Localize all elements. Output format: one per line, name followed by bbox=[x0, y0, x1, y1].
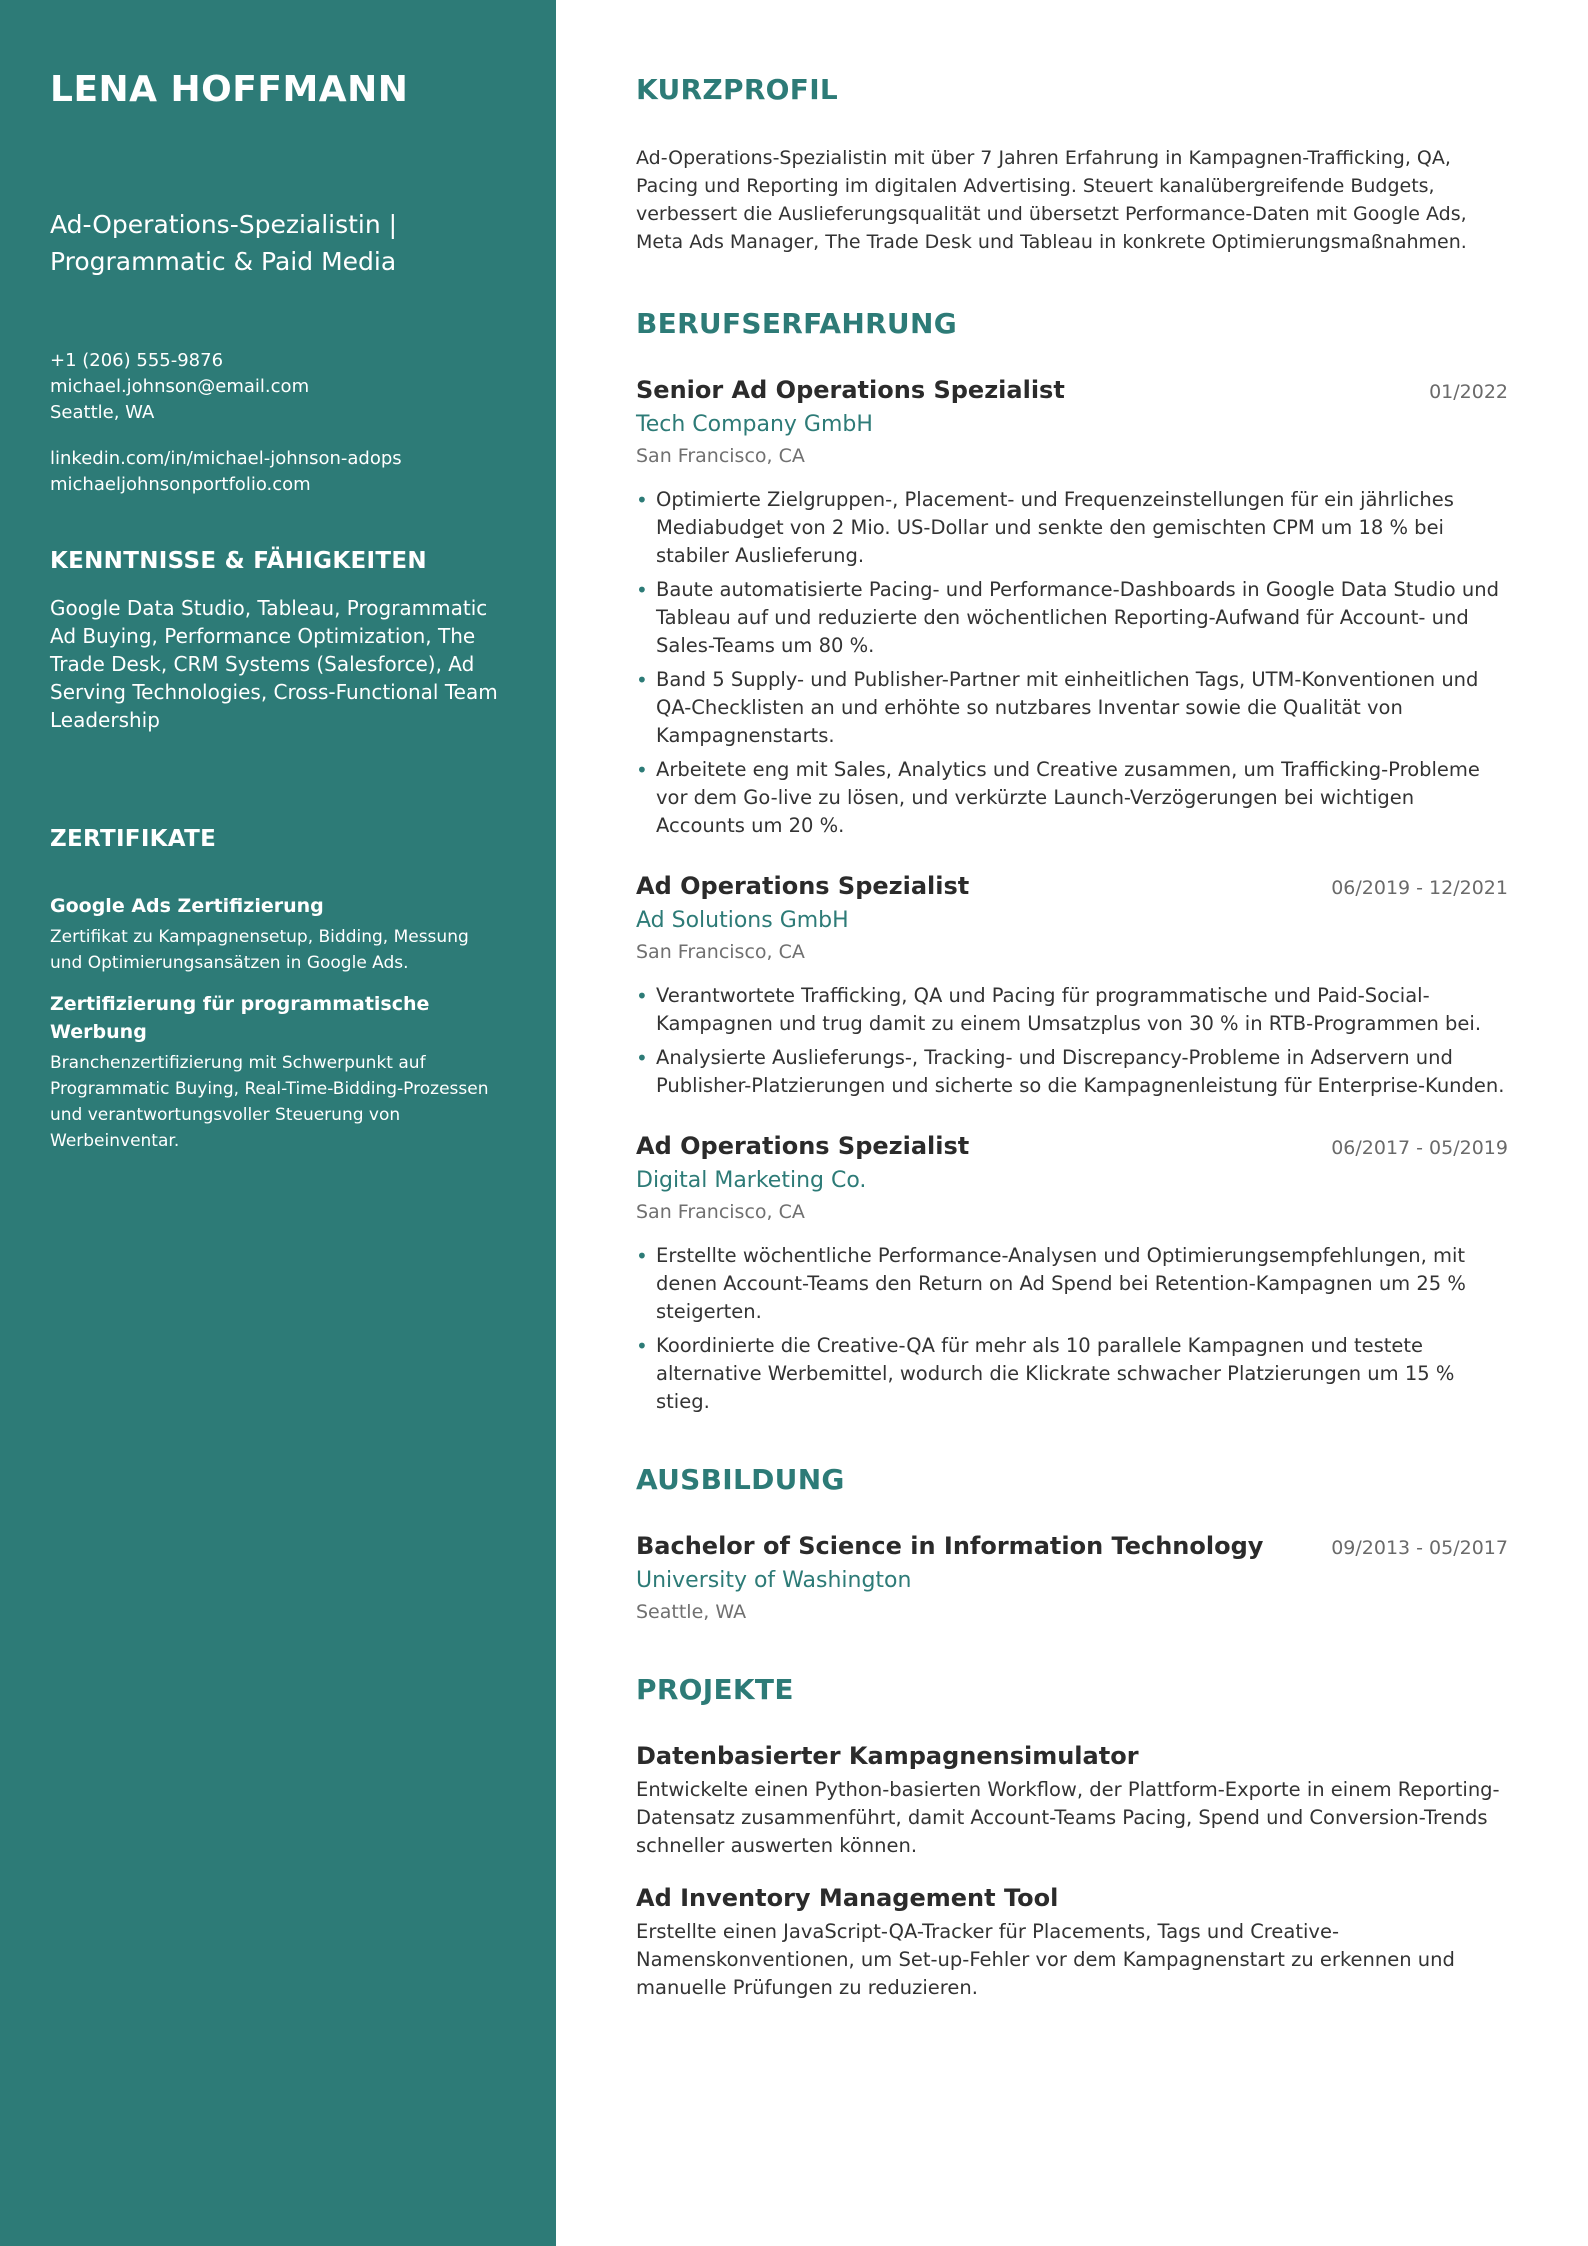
bullet-text: Optimierte Zielgruppen-, Placement- und Frequenzeinstellungen für ein jährliches Mediabudget von 2 Mio. US-Dollar und senkte den gemischten CPM um 18 % bei stabiler Auslieferung. bbox=[656, 488, 1454, 567]
headline: Ad-Operations-Spezialistin | Programmatic & Paid Media bbox=[50, 209, 398, 276]
bullet-dot-icon: • bbox=[636, 668, 648, 692]
job-entry bbox=[636, 374, 1508, 840]
job-location: San Francisco, CA bbox=[636, 941, 805, 963]
bullet-item bbox=[636, 982, 1508, 1038]
bullet-text: Erstellte wöchentliche Performance-Analysen und Optimierungsempfehlungen, mit denen Account-Teams den Return on Ad Spend bei Retention-Kampagnen um 25 % steigerten. bbox=[656, 1244, 1466, 1323]
job-company: Digital Marketing Co. bbox=[636, 1168, 867, 1193]
certificate-name: Zertifizierung für programmatische Werbung bbox=[50, 992, 430, 1043]
projects-heading: PROJEKTE bbox=[636, 1673, 794, 1706]
bullet-item bbox=[636, 1044, 1508, 1100]
portfolio-link[interactable]: michaeljohnsonportfolio.com bbox=[50, 473, 311, 495]
job-entry bbox=[636, 1130, 1508, 1416]
school-location: Seattle, WA bbox=[636, 1601, 747, 1623]
certificate-description: Branchenzertifizierung mit Schwerpunkt auf Programmatic Buying, Real-Time-Bidding-Prozessen und verantwortungsvoller Steuerung von Werbeinventar. bbox=[50, 1052, 489, 1151]
main-content bbox=[636, 0, 1508, 2002]
job-title: Ad Operations Spezialist bbox=[636, 1132, 970, 1160]
project-description: Erstellte einen JavaScript-QA-Tracker für Placements, Tags und Creative-Namenskonventionen, um Set-up-Fehler vor dem Kampagnenstart zu erkennen und manuelle Prüfungen zu reduzieren. bbox=[636, 1920, 1455, 1999]
skills-heading: KENNTNISSE & FÄHIGKEITEN bbox=[50, 547, 427, 574]
experience-heading: BERUFSERFAHRUNG bbox=[636, 307, 957, 340]
certificate-item bbox=[50, 990, 506, 1154]
job-company: Ad Solutions GmbH bbox=[636, 908, 849, 933]
bullet-dot-icon: • bbox=[636, 1046, 648, 1070]
job-date: 01/2022 bbox=[1429, 381, 1508, 403]
education-heading: AUSBILDUNG bbox=[636, 1463, 845, 1496]
bullet-dot-icon: • bbox=[636, 984, 648, 1008]
location: Seattle, WA bbox=[50, 401, 155, 423]
email: michael.johnson@email.com bbox=[50, 375, 310, 397]
job-title: Ad Operations Spezialist bbox=[636, 872, 970, 900]
summary-text: Ad-Operations-Spezialistin mit über 7 Jahren Erfahrung in Kampagnen-Trafficking, QA, Pacing und Reporting im digitalen Advertising. Steuert kanalübergreifende Budgets, verbessert die Auslieferungsqualität und übersetzt Performance-Daten mit Google Ads, Meta Ads Manager, The Trade Desk und Tableau in konkrete Optimierungsmaßnahmen. bbox=[636, 147, 1467, 253]
job-company: Tech Company GmbH bbox=[636, 412, 873, 437]
bullet-item bbox=[636, 576, 1508, 660]
bullet-dot-icon: • bbox=[636, 1334, 648, 1358]
bullet-item bbox=[636, 1332, 1508, 1416]
job-location: San Francisco, CA bbox=[636, 1201, 805, 1223]
contact-block bbox=[50, 348, 506, 426]
project-title: Ad Inventory Management Tool bbox=[636, 1884, 1059, 1912]
certificate-name: Google Ads Zertifizierung bbox=[50, 894, 324, 917]
certificate-description: Zertifikat zu Kampagnensetup, Bidding, Messung und Optimierungsansätzen in Google Ads. bbox=[50, 926, 469, 973]
certificate-item bbox=[50, 892, 506, 976]
bullet-text: Band 5 Supply- und Publisher-Partner mit einheitlichen Tags, UTM-Konventionen und QA-Checklisten an und erhöhte so nutzbares Inventar sowie die Qualität von Kampagnenstarts. bbox=[656, 668, 1479, 747]
school-name: University of Washington bbox=[636, 1568, 912, 1593]
project-entry bbox=[636, 1882, 1508, 2002]
bullet-dot-icon: • bbox=[636, 488, 648, 512]
job-bullets bbox=[636, 982, 1508, 1100]
certificates-heading: ZERTIFIKATE bbox=[50, 825, 217, 852]
project-entry bbox=[636, 1740, 1508, 1860]
bullet-text: Baute automatisierte Pacing- und Performance-Dashboards in Google Data Studio und Tableau auf und reduzierte den wöchentlichen Reporting-Aufwand für Account- und Sales-Teams um 80 %. bbox=[656, 578, 1499, 657]
degree-title: Bachelor of Science in Information Technology bbox=[636, 1532, 1264, 1560]
bullet-text: Koordinierte die Creative-QA für mehr als 10 parallele Kampagnen und testete alternative Werbemittel, wodurch die Klickrate schwacher Platzierungen um 15 % stieg. bbox=[656, 1334, 1455, 1413]
education-entry bbox=[636, 1530, 1508, 1626]
candidate-name: LENA HOFFMANN bbox=[50, 69, 409, 110]
job-location: San Francisco, CA bbox=[636, 445, 805, 467]
job-bullets bbox=[636, 1242, 1508, 1416]
bullet-item bbox=[636, 1242, 1508, 1326]
bullet-text: Verantwortete Trafficking, QA und Pacing für programmatische und Paid-Social-Kampagnen und trug damit zu einem Umsatzplus von 30 % in RTB-Programmen bei. bbox=[656, 984, 1482, 1035]
job-title: Senior Ad Operations Spezialist bbox=[636, 376, 1065, 404]
bullet-item bbox=[636, 666, 1508, 750]
bullet-dot-icon: • bbox=[636, 1244, 648, 1268]
phone: +1 (206) 555-9876 bbox=[50, 349, 224, 371]
job-date: 06/2019 - 12/2021 bbox=[1331, 877, 1508, 899]
bullet-text: Analysierte Auslieferungs-, Tracking- und Discrepancy-Probleme in Adservern und Publisher-Platzierungen und sicherte so die Kampagnenleistung für Enterprise-Kunden. bbox=[656, 1046, 1505, 1097]
certificates-list bbox=[50, 892, 506, 1154]
summary-heading: KURZPROFIL bbox=[636, 73, 839, 106]
education-date: 09/2013 - 05/2017 bbox=[1331, 1537, 1508, 1559]
job-entry bbox=[636, 870, 1508, 1100]
bullet-item bbox=[636, 486, 1508, 570]
links-block bbox=[50, 446, 506, 498]
project-title: Datenbasierter Kampagnensimulator bbox=[636, 1742, 1139, 1770]
bullet-dot-icon: • bbox=[636, 578, 648, 602]
sidebar bbox=[0, 0, 556, 2246]
linkedin-link[interactable]: linkedin.com/in/michael-johnson-adops bbox=[50, 447, 402, 469]
job-date: 06/2017 - 05/2019 bbox=[1331, 1137, 1508, 1159]
bullet-dot-icon: • bbox=[636, 758, 648, 782]
bullet-text: Arbeitete eng mit Sales, Analytics und Creative zusammen, um Trafficking-Probleme vor dem Go-live zu lösen, und verkürzte Launch-Verzögerungen bei wichtigen Accounts um 20 %. bbox=[656, 758, 1480, 837]
project-description: Entwickelte einen Python-basierten Workflow, der Plattform-Exporte in einem Reporting-Datensatz zusammenführt, damit Account-Teams Pacing, Spend und Conversion-Trends schneller auswerten können. bbox=[636, 1778, 1500, 1857]
job-bullets bbox=[636, 486, 1508, 840]
skills-text: Google Data Studio, Tableau, Programmatic Ad Buying, Performance Optimization, The Trade Desk, CRM Systems (Salesforce), Ad Serving Technologies, Cross-Functional Team Leadership bbox=[50, 595, 498, 732]
bullet-item bbox=[636, 756, 1508, 840]
